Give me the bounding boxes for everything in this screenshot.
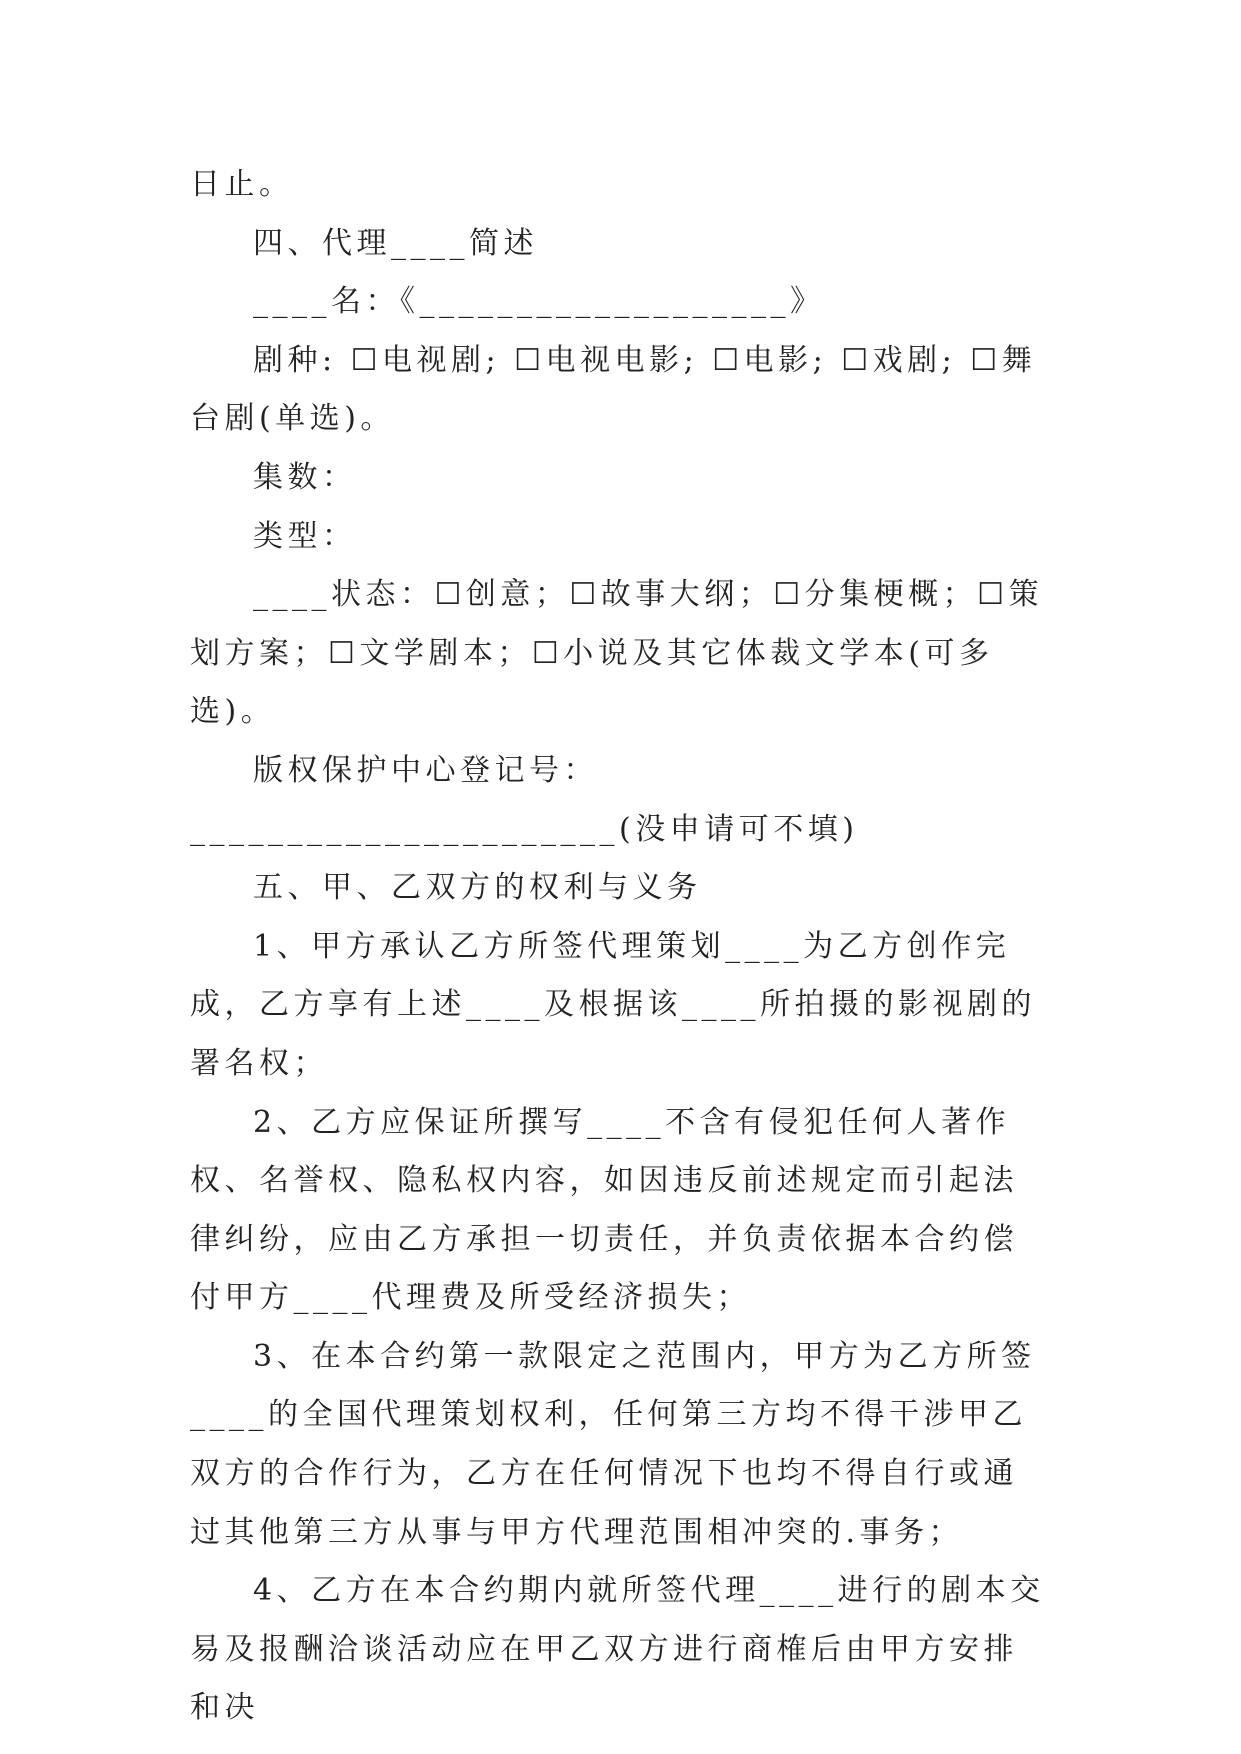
paragraph: 类型： <box>253 518 357 554</box>
section-heading: 四、代理____简述 <box>253 225 538 261</box>
paragraph: ____状态：☐创意；☐故事大纲；☐分集梗概；☐策划方案；☐文学剧本；☐小说及其它体裁文学本(可多选)。 <box>190 577 1044 730</box>
paragraph: 日止。 <box>190 167 294 202</box>
section-heading: 五、甲、乙双方的权利与义务 <box>253 870 702 906</box>
paragraph: 集数： <box>253 459 357 495</box>
paragraph: 3、在本合约第一款限定之范围内，甲方为乙方所签____的全国代理策划权利，任何第三方均不得干涉甲乙双方的合作行为，乙方在任何情况下也均不得自行或通过其他第三方从事与甲方代理范围相冲突的.事务； <box>190 1338 1036 1550</box>
document-body <box>190 156 1050 1738</box>
paragraph: 1、甲方承认乙方所签代理策划____为乙方创作完成，乙方享有上述____及根据该____所拍摄的影视剧的署名权； <box>190 928 1036 1081</box>
paragraph: ____名：《___________________》 <box>253 284 825 320</box>
paragraph: 2、乙方应保证所撰写____不含有侵犯任何人著作权、名誉权、隐私权内容，如因违反前述规定而引起法律纠纷，应由乙方承担一切责任，并负责依据本合约偿付甲方____代理费及所受经济损失； <box>190 1104 1018 1316</box>
paragraph: 4、乙方在本合约期内就所签代理____进行的剧本交易及报酬洽谈活动应在甲乙双方进行商榷后由甲方安排和决 <box>190 1573 1045 1726</box>
paragraph: 版权保护中心登记号：______________________(没申请可不填) <box>190 752 859 847</box>
paragraph: 剧种: ☐电视剧; ☐电视电影; ☐电影; ☐戏剧; ☐舞台剧(单选)。 <box>190 342 1037 437</box>
